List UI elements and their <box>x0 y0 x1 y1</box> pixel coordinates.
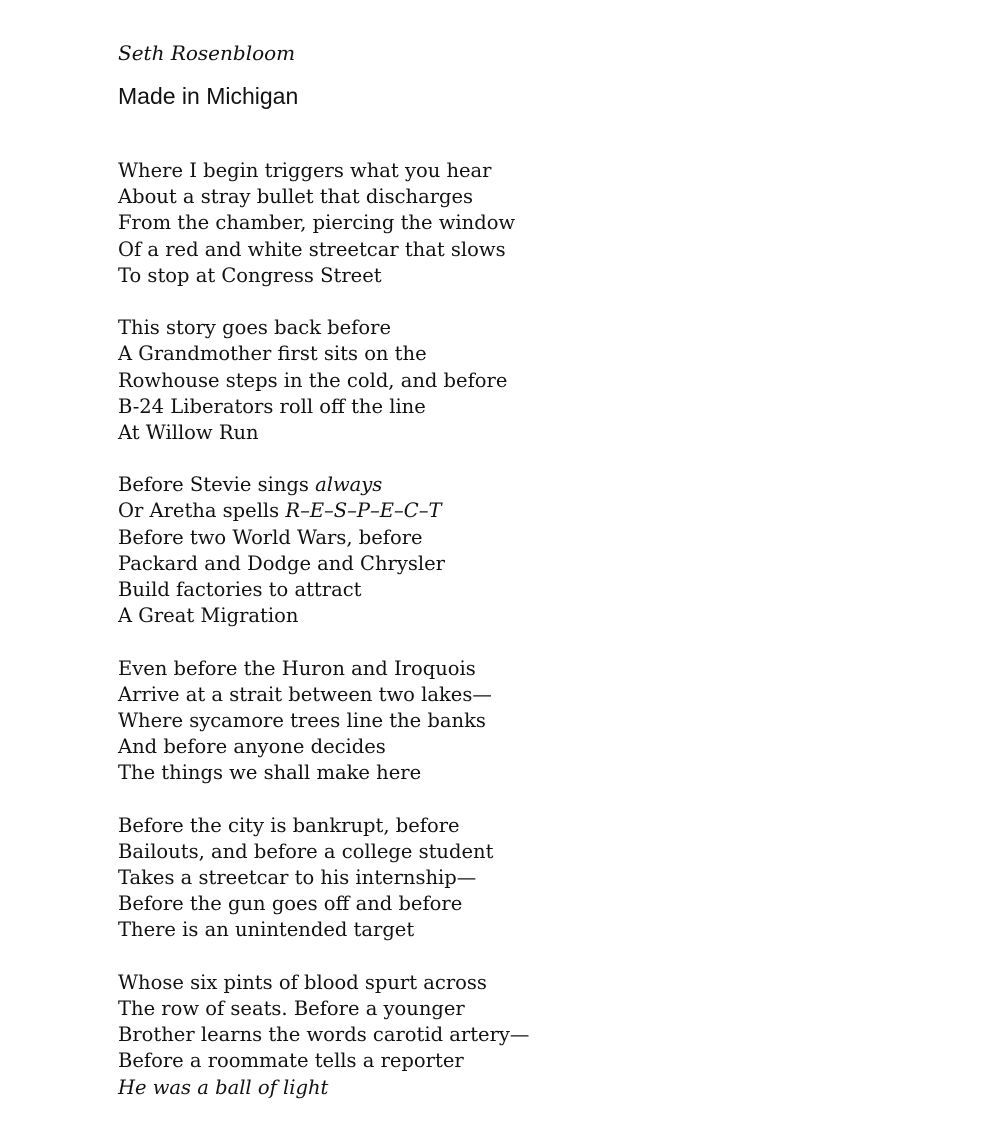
poem-line <box>118 525 938 551</box>
line-text: Before two World Wars, before <box>118 525 423 549</box>
line-text: From the chamber, piercing the window <box>118 211 516 235</box>
poem-line <box>118 734 938 760</box>
poem-line <box>118 341 938 367</box>
poem-line <box>118 472 938 498</box>
line-italic-text: always <box>315 473 383 497</box>
line-text: Even before the Huron and Iroquois <box>118 656 476 680</box>
poem-line <box>118 682 938 708</box>
poem-line <box>118 1048 938 1074</box>
line-text: Whose six pints of blood spurt across <box>118 970 487 994</box>
line-text: Build factories to attract <box>118 578 362 601</box>
poem-line <box>118 263 938 289</box>
author-name: Seth Rosenbloom <box>118 41 296 65</box>
line-text: Takes a streetcar to his internship— <box>118 866 477 890</box>
line-italic-text: He was a ball of light <box>118 1075 329 1099</box>
line-text: A Grandmother first sits on the <box>118 342 427 366</box>
poem-body <box>118 158 938 1101</box>
poem-line <box>118 760 938 786</box>
poem-line <box>118 551 938 577</box>
line-text: Of a red and white streetcar that slows <box>118 237 506 261</box>
poem-line <box>118 368 938 394</box>
poem-line <box>118 813 938 839</box>
line-text: About a stray bullet that discharges <box>118 185 474 209</box>
line-text: Or Aretha spells <box>118 499 286 523</box>
line-text: Rowhouse steps in the cold, and before <box>118 368 508 392</box>
line-text: Before Stevie sings <box>118 473 316 497</box>
stanza <box>118 158 938 289</box>
line-text: Brother learns the words carotid artery— <box>118 1023 530 1047</box>
poem-line <box>118 891 938 917</box>
poem-page <box>118 38 938 1127</box>
poem-line <box>118 656 938 682</box>
line-text: Where sycamore trees line the banks <box>118 708 486 732</box>
line-italic-text: R–E–S–P–E–C–T <box>285 499 442 523</box>
stanza <box>118 472 938 629</box>
poem-line <box>118 498 938 524</box>
poem-line <box>118 708 938 734</box>
line-text: The row of seats. Before a younger <box>118 997 465 1020</box>
poem-line <box>118 420 938 446</box>
line-text: Bailouts, and before a college student <box>118 839 494 863</box>
line-text: Before a roommate tells a reporter <box>118 1049 464 1073</box>
poem-line <box>118 237 938 263</box>
poem-line <box>118 917 938 943</box>
stanza <box>118 315 938 446</box>
poem-line <box>118 996 938 1022</box>
line-text: There is an unintended target <box>118 918 415 942</box>
line-text: This story goes back before <box>118 316 391 340</box>
line-text: Before the gun goes off and before <box>118 892 463 916</box>
line-text: A Great Migration <box>118 604 299 628</box>
poem-line <box>118 315 938 341</box>
stanza <box>118 813 938 944</box>
stanza <box>118 656 938 787</box>
poem-line <box>118 577 938 603</box>
poem-line <box>118 184 938 210</box>
poem-line <box>118 394 938 420</box>
poem-line <box>118 865 938 891</box>
line-text: And before anyone decides <box>118 735 386 759</box>
line-text: B-24 Liberators roll off the line <box>118 394 426 418</box>
poem-line <box>118 970 938 996</box>
line-text: Packard and Dodge and Chrysler <box>118 551 445 575</box>
poem-line <box>118 1075 938 1101</box>
poem-line <box>118 839 938 865</box>
line-text: Arrive at a strait between two lakes— <box>118 682 492 706</box>
line-text: To stop at Congress Street <box>118 263 382 287</box>
poem-line <box>118 210 938 236</box>
poem-title: Made in Michigan <box>118 83 299 109</box>
line-text: Where I begin triggers what you hear <box>118 159 492 182</box>
poem-line <box>118 603 938 629</box>
poem-line <box>118 158 938 184</box>
line-text: Before the city is bankrupt, before <box>118 813 460 837</box>
stanza <box>118 970 938 1101</box>
line-text: At Willow Run <box>118 420 259 444</box>
poem-line <box>118 1022 938 1048</box>
line-text: The things we shall make here <box>118 761 422 785</box>
